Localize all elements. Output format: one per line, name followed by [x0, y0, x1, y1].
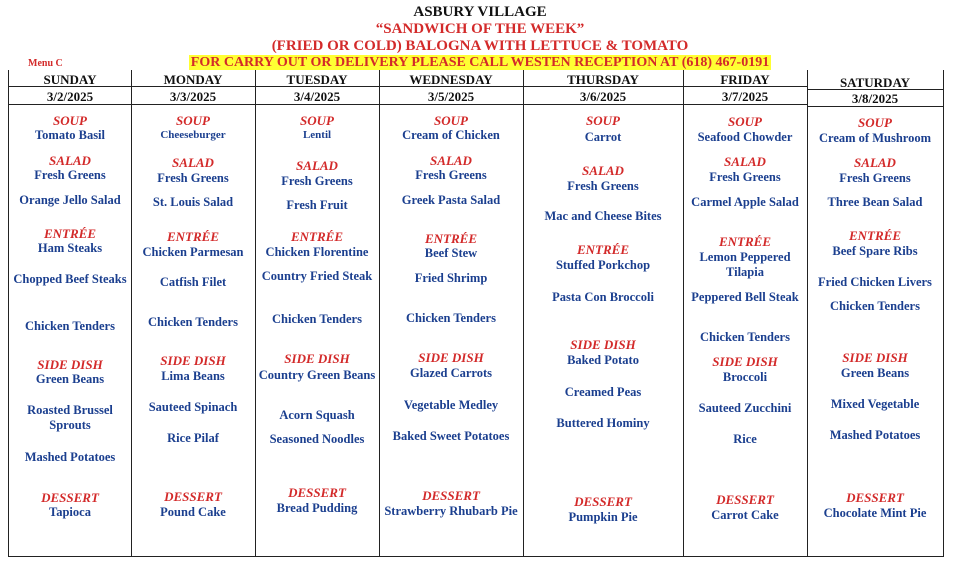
category-side-dish: SIDE DISH	[842, 350, 908, 365]
menu-item: Chicken Tenders	[830, 299, 920, 313]
menu-item: Roasted Brussel Sprouts	[27, 403, 113, 432]
menu-item: Fresh Greens	[567, 179, 639, 193]
menu-item: Fresh Greens	[415, 168, 487, 182]
menu-item: Baked Sweet Potatoes	[392, 429, 510, 443]
day-name: WEDNESDAY	[409, 72, 493, 87]
menu-item: Carmel Apple Salad	[691, 195, 799, 209]
day-date: 3/5/2025	[427, 89, 475, 104]
menu-code: Menu C	[28, 58, 63, 69]
day-column-sunday	[9, 70, 132, 556]
category-entree: ENTRÉE	[848, 228, 901, 243]
menu-item: Country Fried Steak	[261, 269, 373, 283]
category-salad: SALAD	[724, 154, 766, 169]
category-salad: SALAD	[296, 158, 338, 173]
category-soup: SOUP	[434, 113, 468, 128]
category-soup: SOUP	[300, 113, 334, 128]
day-name: TUESDAY	[286, 72, 348, 87]
menu-item: Chicken Tenders	[25, 319, 115, 333]
category-entree: ENTRÉE	[166, 229, 219, 244]
day-column-wednesday	[379, 70, 524, 556]
menu-item: Mashed Potatoes	[829, 428, 921, 442]
menu-item: Chocolate Mint Pie	[823, 506, 927, 520]
category-entree: ENTRÉE	[424, 231, 477, 246]
category-salad: SALAD	[172, 155, 214, 170]
menu-item: Tomato Basil	[34, 128, 106, 142]
category-salad: SALAD	[582, 163, 624, 178]
menu-item: Rice	[733, 432, 757, 446]
menu-item: Rice Pilaf	[167, 431, 219, 445]
org-name: ASBURY VILLAGE	[413, 4, 547, 20]
menu-item: Pound Cake	[160, 505, 226, 519]
day-name: SATURDAY	[839, 75, 911, 90]
menu-item: Beef Stew	[424, 246, 478, 260]
category-soup: SOUP	[53, 113, 87, 128]
menu-item: Pumpkin Pie	[568, 510, 638, 524]
menu-item: Stuffed Porkchop	[555, 258, 651, 272]
sandwich-name: (FRIED OR COLD) BALOGNA WITH LETTUCE & TOMATO	[271, 38, 689, 54]
menu-item: Green Beans	[840, 366, 910, 380]
menu-item: Chicken Tenders	[700, 330, 790, 344]
category-soup: SOUP	[858, 115, 892, 130]
day-date: 3/3/2025	[169, 89, 217, 104]
menu-item: Lemon Peppered Tilapia	[699, 250, 791, 279]
menu-item: Country Green Beans	[258, 368, 376, 382]
day-column-thursday	[523, 70, 684, 556]
menu-item: Mac and Cheese Bites	[544, 209, 662, 223]
day-name: THURSDAY	[567, 72, 639, 87]
menu-item: Fresh Greens	[281, 174, 353, 188]
menu-item: Beef Spare Ribs	[832, 244, 918, 258]
menu-item: Cheeseburger	[160, 129, 226, 141]
category-side-dish: SIDE DISH	[284, 351, 350, 366]
category-salad: SALAD	[854, 155, 896, 170]
day-name: MONDAY	[163, 72, 223, 87]
category-soup: SOUP	[586, 113, 620, 128]
menu-item: Chicken Tenders	[406, 311, 496, 325]
category-side-dish: SIDE DISH	[37, 357, 103, 372]
menu-item: Chopped Beef Steaks	[13, 272, 127, 286]
menu-item: Vegetable Medley	[403, 398, 499, 412]
category-side-dish: SIDE DISH	[712, 354, 778, 369]
menu-item: Chicken Tenders	[272, 312, 362, 326]
category-soup: SOUP	[176, 113, 210, 128]
day-column-saturday	[807, 70, 943, 556]
category-salad: SALAD	[49, 153, 91, 168]
category-side-dish: SIDE DISH	[418, 350, 484, 365]
day-name: SUNDAY	[43, 72, 97, 87]
menu-item: Catfish Filet	[159, 275, 227, 289]
category-soup: SOUP	[728, 114, 762, 129]
menu-item: Carrot Cake	[711, 508, 779, 522]
menu-item: Glazed Carrots	[409, 366, 493, 380]
category-dessert: DESSERT	[164, 489, 222, 504]
menu-item: Tapioca	[49, 505, 91, 519]
menu-grid	[8, 70, 944, 557]
menu-item: Fresh Greens	[839, 171, 911, 185]
menu-item: Ham Steaks	[37, 241, 103, 255]
menu-item: Mashed Potatoes	[24, 450, 116, 464]
contact-line	[0, 55, 960, 71]
category-entree: ENTRÉE	[718, 234, 771, 249]
menu-item: Fried Shrimp	[414, 271, 488, 285]
menu-item: Greek Pasta Salad	[401, 193, 501, 207]
menu-item: Three Bean Salad	[827, 195, 923, 209]
menu-item: Cream of Mushroom	[818, 131, 932, 145]
menu-item: Fried Chicken Livers	[818, 275, 932, 289]
category-dessert: DESSERT	[574, 494, 632, 509]
category-dessert: DESSERT	[716, 492, 774, 507]
menu-item: Chicken Tenders	[148, 315, 238, 329]
menu-item: Fresh Greens	[157, 171, 229, 185]
day-date: 3/2/2025	[46, 89, 94, 104]
menu-item: Acorn Squash	[279, 408, 355, 422]
menu-item: Creamed Peas	[564, 385, 642, 399]
menu-item: Lentil	[302, 129, 332, 141]
day-date: 3/6/2025	[579, 89, 627, 104]
menu-item: Bread Pudding	[276, 501, 358, 515]
day-date: 3/7/2025	[721, 89, 769, 104]
category-entree: ENTRÉE	[43, 226, 96, 241]
category-dessert: DESSERT	[422, 488, 480, 503]
sandwich-title: “SANDWICH OF THE WEEK”	[375, 21, 585, 37]
menu-item: Peppered Bell Steak	[691, 290, 799, 304]
day-date: 3/8/2025	[851, 91, 899, 106]
category-dessert: DESSERT	[846, 490, 904, 505]
menu-item: Chicken Florentine	[265, 245, 369, 259]
menu-item: Broccoli	[722, 370, 768, 384]
menu-item: Carrot	[584, 130, 622, 144]
day-column-tuesday	[255, 70, 380, 556]
menu-item: Lima Beans	[161, 369, 225, 383]
menu-item: Fresh Greens	[34, 168, 106, 182]
menu-item: Fresh Greens	[709, 170, 781, 184]
day-date: 3/4/2025	[293, 89, 341, 104]
menu-item: Buttered Hominy	[556, 416, 650, 430]
category-side-dish: SIDE DISH	[570, 337, 636, 352]
day-name: FRIDAY	[720, 72, 770, 87]
menu-item: Green Beans	[35, 372, 105, 386]
menu-item: Baked Potato	[567, 353, 639, 367]
menu-item: Cream of Chicken	[402, 128, 500, 142]
menu-item: Sauteed Spinach	[148, 400, 238, 414]
menu-item: St. Louis Salad	[152, 195, 234, 209]
day-column-friday	[683, 70, 808, 556]
category-salad: SALAD	[430, 153, 472, 168]
menu-item: Fresh Fruit	[286, 198, 348, 212]
menu-item: Pasta Con Broccoli	[552, 290, 654, 304]
menu-item: Seasoned Noodles	[269, 432, 365, 446]
menu-item: Sauteed Zucchini	[698, 401, 792, 415]
menu-item: Seafood Chowder	[697, 130, 793, 144]
contact-text: FOR CARRY OUT OR DELIVERY PLEASE CALL WESTEN RECEPTION AT (618) 467-0191	[190, 55, 770, 70]
category-entree: ENTRÉE	[576, 242, 629, 257]
category-dessert: DESSERT	[41, 490, 99, 505]
category-side-dish: SIDE DISH	[160, 353, 226, 368]
day-column-monday	[131, 70, 256, 556]
menu-item: Orange Jello Salad	[19, 193, 121, 207]
category-dessert: DESSERT	[288, 485, 346, 500]
menu-item: Chicken Parmesan	[142, 245, 244, 259]
category-entree: ENTRÉE	[290, 229, 343, 244]
menu-item: Mixed Vegetable	[830, 397, 920, 411]
menu-item: Strawberry Rhubarb Pie	[384, 504, 518, 518]
